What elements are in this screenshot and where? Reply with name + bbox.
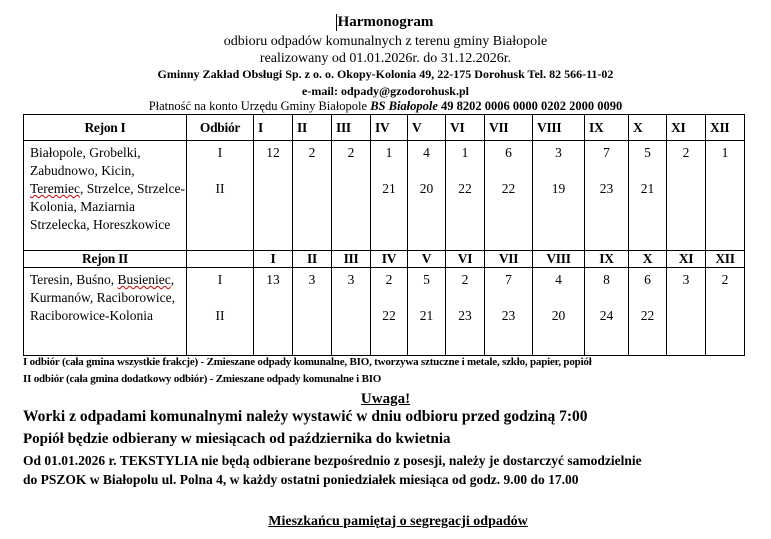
date-cell: [408, 141, 446, 251]
region-name: Rejon I: [24, 115, 187, 141]
spacer: [446, 289, 484, 307]
month-header: IV: [371, 251, 408, 268]
month-header: XII: [706, 251, 745, 268]
spacer: [629, 162, 666, 180]
notice-line: Popiół będzie odbierany w miesiącach od października do kwietnia: [23, 431, 451, 447]
first-pickup-day: 1: [461, 145, 469, 160]
region-header-row: [24, 251, 745, 268]
first-pickup-day: 12: [266, 145, 280, 160]
first-pickup-day: 3: [347, 272, 355, 287]
month-header: II: [293, 115, 332, 141]
notice-title: Uwaga!: [360, 391, 411, 407]
spacer: [371, 162, 407, 180]
footer-slogan: Mieszkańcu pamiętaj o segregacji odpadów: [268, 514, 528, 529]
company-info: Gminny Zakład Obsługi Sp. z o. o. Okopy-Kolonia 49, 22-175 Dorohusk Tel. 82 566-11-02: [157, 67, 614, 81]
second-pickup-day: 24: [599, 308, 614, 323]
date-cell: [446, 141, 485, 251]
spacer: [485, 162, 532, 180]
date-cell: [533, 141, 585, 251]
month-header: XI: [667, 251, 706, 268]
spacer: [533, 162, 584, 180]
first-pickup-day: 2: [347, 145, 355, 160]
first-pickup-day: 2: [721, 272, 729, 287]
second-pickup-day: 23: [501, 308, 516, 323]
month-header: III: [332, 251, 371, 268]
odbior-cell: [187, 268, 254, 356]
spacer: [371, 289, 407, 307]
region-places: [24, 268, 187, 356]
month-header: IX: [585, 115, 629, 141]
month-header: IX: [585, 251, 629, 268]
legend-second: II odbiór (cała gmina dodatkowy odbiór) - Zmieszane odpady komunalne i BIO: [23, 373, 382, 385]
doc-subtitle: odbioru odpadów komunalnych z terenu gminy Białopole: [223, 34, 548, 49]
first-pickup-day: 2: [682, 145, 690, 160]
date-cell: [706, 141, 745, 251]
places-text: , Strzelce, Strzelce-Kolonia, Maziarnia Strzelecka, Horeszkowice: [30, 181, 185, 232]
spacer: [629, 289, 666, 307]
payment-info: [0, 99, 771, 114]
legend-first: I odbiór (cała gmina wszystkie frakcje) - Zmieszane odpady komunalne, BIO, tworzywa sztuczne i metale, szkło, papier, popiół: [23, 356, 592, 368]
region-name: Rejon II: [24, 251, 187, 268]
first-pickup-day: 3: [682, 272, 690, 287]
date-cell: [629, 268, 667, 356]
date-cell: [293, 141, 332, 251]
doc-period: realizowany od 01.01.2026r. do 31.12.2026r.: [259, 51, 512, 66]
spacer: [332, 289, 370, 307]
spacer: [667, 162, 705, 180]
table-row: [24, 268, 745, 356]
second-pickup-day: 21: [382, 181, 396, 196]
first-pickup-day: 4: [423, 145, 430, 160]
date-cell: [254, 268, 293, 356]
second-pickup-day: 22: [640, 308, 655, 323]
first-pickup-day: 6: [644, 272, 651, 287]
spacer: [585, 162, 628, 180]
first-pickup-day: 7: [603, 145, 610, 160]
places-text-misspelled: Busieniec: [117, 272, 171, 287]
spacer: [667, 289, 705, 307]
first-pickup-day: 1: [721, 145, 729, 160]
doc-title: Harmonogram: [337, 14, 434, 30]
spacer: [293, 162, 331, 180]
second-pickup-day: 22: [382, 308, 396, 323]
spacer: [187, 289, 253, 307]
month-header: I: [254, 115, 293, 141]
spacer: [446, 162, 484, 180]
region-places: [24, 141, 187, 251]
first-pickup-day: 7: [505, 272, 512, 287]
spacer: [706, 289, 744, 307]
month-header: XII: [706, 115, 745, 141]
second-pickup-day: 22: [501, 181, 516, 196]
date-cell: [408, 268, 446, 356]
date-cell: [371, 268, 408, 356]
month-header: V: [408, 251, 446, 268]
month-header: V: [408, 115, 446, 141]
date-cell: [371, 141, 408, 251]
second-pickup-day: 19: [551, 181, 566, 196]
second-pickup-day: 21: [419, 308, 434, 323]
month-header: VI: [446, 251, 485, 268]
odbior-second: II: [215, 181, 225, 196]
spacer: [408, 289, 445, 307]
payment-prefix: Płatność na konto Urzędu Gminy Białopole: [148, 99, 371, 113]
month-header: II: [293, 251, 332, 268]
second-pickup-day: 23: [599, 181, 614, 196]
date-cell: [332, 141, 371, 251]
first-pickup-day: 4: [555, 272, 562, 287]
second-pickup-day: 20: [419, 181, 434, 196]
first-pickup-day: 3: [308, 272, 316, 287]
spacer: [254, 289, 292, 307]
first-pickup-day: 2: [308, 145, 316, 160]
month-header: VII: [485, 115, 533, 141]
spacer: [706, 162, 744, 180]
first-pickup-day: 13: [266, 272, 280, 287]
date-cell: [706, 268, 745, 356]
spacer: [408, 162, 445, 180]
payment-bank: BS Białopole: [370, 99, 438, 113]
month-header: IV: [371, 115, 408, 141]
second-pickup-day: 20: [551, 308, 566, 323]
odbior-cell: [187, 141, 254, 251]
spacer: [187, 162, 253, 180]
first-pickup-day: 2: [385, 272, 393, 287]
month-header: I: [254, 251, 293, 268]
notice-line: Od 01.01.2026 r. TEKSTYLIA nie będą odbierane bezpośrednio z posesji, należy je dostarczyć samodzielnie: [23, 453, 642, 468]
spacer: [332, 162, 370, 180]
spacer: [585, 289, 628, 307]
places-text-misspelled: Teremiec: [30, 181, 81, 196]
month-header: VII: [485, 251, 533, 268]
second-pickup-day: 23: [458, 308, 472, 323]
second-pickup-day: 21: [640, 181, 655, 196]
first-pickup-day: 5: [423, 272, 430, 287]
first-pickup-day: 8: [603, 272, 610, 287]
date-cell: [332, 268, 371, 356]
date-cell: [293, 268, 332, 356]
month-header: VI: [446, 115, 485, 141]
date-cell: [485, 141, 533, 251]
places-text: Białopole, Grobelki, Zabudnowo, Kicin,: [30, 145, 141, 178]
first-pickup-day: 6: [505, 145, 512, 160]
region-header-row: [24, 115, 745, 141]
odbior-first: I: [217, 145, 223, 160]
month-header: VIII: [533, 115, 585, 141]
spacer: [254, 162, 292, 180]
places-text: Teresin, Buśno,: [30, 272, 118, 287]
email-info: e-mail: odpady@gzodorohusk.pl: [302, 84, 469, 98]
date-cell: [446, 268, 485, 356]
first-pickup-day: 2: [461, 272, 469, 287]
first-pickup-day: 1: [385, 145, 393, 160]
month-header: III: [332, 115, 371, 141]
spacer: [293, 289, 331, 307]
table-row: [24, 141, 745, 251]
places-text: , Kurmanów, Raciborowice, Raciborowice-Kolonia: [30, 272, 175, 323]
date-cell: [667, 268, 706, 356]
date-cell: [585, 268, 629, 356]
odbior-header: Odbiór: [187, 115, 254, 141]
second-pickup-day: 22: [458, 181, 472, 196]
month-header: X: [629, 115, 667, 141]
spacer: [533, 289, 584, 307]
date-cell: [254, 141, 293, 251]
spacer: [485, 289, 532, 307]
date-cell: [533, 268, 585, 356]
first-pickup-day: 5: [644, 145, 651, 160]
first-pickup-day: 3: [555, 145, 562, 160]
month-header: VIII: [533, 251, 585, 268]
odbior-first: I: [217, 272, 223, 287]
notice-line: do PSZOK w Białopolu ul. Polna 4, w każdy ostatni poniedziałek miesiąca od godz. 9.00 do 17.00: [23, 472, 579, 487]
month-header: XI: [667, 115, 706, 141]
date-cell: [629, 141, 667, 251]
payment-account: 49 8202 0006 0000 0202 2000 0090: [437, 99, 623, 113]
notice-line: Worki z odpadami komunalnymi należy wystawić w dniu odbioru przed godziną 7:00: [23, 408, 588, 425]
month-header: X: [629, 251, 667, 268]
date-cell: [585, 141, 629, 251]
schedule-table: [23, 114, 745, 356]
date-cell: [667, 141, 706, 251]
odbior-second: II: [215, 308, 225, 323]
date-cell: [485, 268, 533, 356]
odbior-header: [187, 251, 254, 268]
